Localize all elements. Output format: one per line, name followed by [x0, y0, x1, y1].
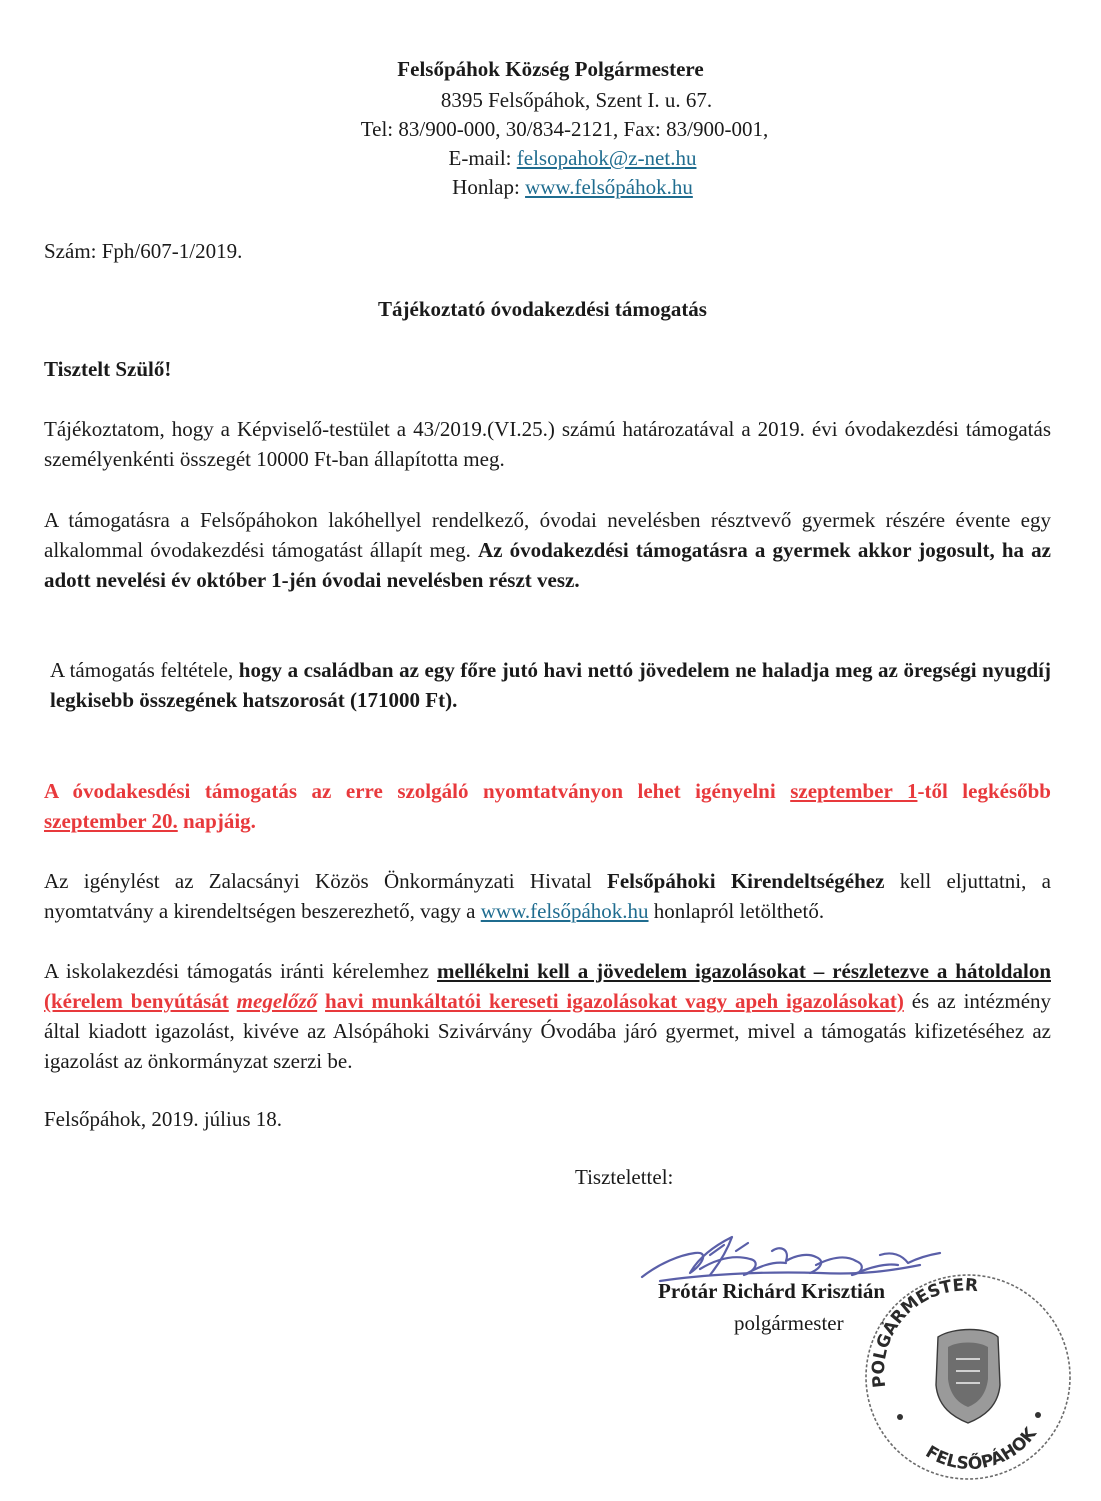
letterhead-email [22, 146, 1101, 171]
reference-number: Szám: Fph/607-1/2019. [44, 239, 243, 263]
paragraph-deadline [44, 776, 1051, 836]
submission-text-c: honlapról letölthető. [653, 899, 825, 923]
letterhead-address: 8395 Felsőpáhok, Szent I. u. 67. [440, 88, 713, 112]
official-stamp [858, 1267, 1078, 1487]
stamp-dot-icon [1035, 1412, 1041, 1418]
income-lead: A támogatás feltétele, [50, 658, 234, 682]
signer-name: Prótár Richárd Krisztián [658, 1279, 886, 1303]
deadline-start-date: szeptember 1 [790, 779, 918, 803]
income-condition: hogy a családban az egy főre jutó havi nettó jövedelem ne haladja meg az öregségi nyugdíj legkisebb összegének hatszorosát (171000 Ft). [50, 658, 1051, 712]
submission-website-link[interactable]: www.felsőpáhok.hu [480, 899, 649, 923]
submission-text-b: kell eljuttatni, a nyomtatvány a kirendeltségen beszerezhető, vagy a [44, 869, 1052, 923]
subject-heading: Tájékoztató óvodakezdési támogatás [378, 297, 707, 321]
paragraph-eligibility [44, 505, 1051, 595]
letterhead-title: Felsőpáhok Község Polgármestere [397, 57, 704, 81]
paragraph-amount: Tájékoztatom, hogy a Képviselő-testület a 43/2019.(VI.25.) számú határozatával a 2019. évi óvodakezdési támogatás személyenkénti összegét 10000 Ft-ban állapította meg. [44, 417, 1051, 471]
attachments-red-2: havi munkáltatói kereseti igazolásokat vagy apeh igazolásokat) [325, 989, 904, 1013]
submission-text-a: Az igénylést az Zalacsányi Közös Önkormányzati Hivatal [44, 869, 592, 893]
attachments-required: mellékelni kell a jövedelem igazolásokat – részletezve a hátoldalon [437, 959, 1051, 983]
paragraph-attachments [44, 956, 1051, 1076]
signer-title: polgármester [734, 1311, 844, 1335]
paragraph-submission [44, 866, 1051, 926]
coat-of-arms-icon [936, 1330, 1000, 1424]
letterhead-web [22, 175, 1101, 200]
deadline-tail: napjáig. [183, 809, 256, 833]
eligibility-condition: Az óvodakezdési támogatásra a gyermek akkor jogosult, ha az adott nevelési év október 1-jén óvodai nevelésben részt vesz. [44, 538, 1051, 592]
email-link[interactable]: felsopahok@z-net.hu [516, 146, 697, 170]
stamp-bottom-text: FELSŐPÁHOK [922, 1424, 1041, 1475]
salutation: Tisztelt Szülő! [44, 357, 172, 381]
attachments-text-a: A iskolakezdési támogatás iránti kérelemhez [44, 959, 430, 983]
paragraph-income-limit [50, 655, 1051, 715]
eligibility-text: A támogatásra a Felsőpáhokon lakóhellyel rendelkező, óvodai nevelésben résztvevő gyermek részére évente egy alkalommal óvodakezdési támogatást állapít meg. [44, 508, 1051, 562]
attachments-red-italic: megelőző [236, 989, 318, 1013]
web-link[interactable]: www.felsőpáhok.hu [525, 175, 693, 199]
stamp-dot-icon [897, 1414, 903, 1420]
signature-block [640, 1225, 1060, 1495]
submission-office: Felsőpáhoki Kirendeltségéhez [607, 869, 885, 893]
email-label: E-mail: [448, 146, 512, 170]
web-label: Honlap: [452, 175, 520, 199]
deadline-end-date: szeptember 20. [44, 809, 178, 833]
stamp-top-text: POLGÁRMESTER [868, 1275, 979, 1389]
closing: Tisztelettel: [575, 1165, 674, 1189]
deadline-mid: -től legkésőbb [917, 779, 1051, 803]
place-date: Felsőpáhok, 2019. július 18. [44, 1107, 283, 1131]
letterhead-phone: Tel: 83/900-000, 30/834-2121, Fax: 83/900-001, [360, 117, 769, 141]
attachments-red-1: (kérelem benyútását [44, 989, 229, 1013]
deadline-lead: A óvodakesdési támogatás az erre szolgáló nyomtatványon lehet igényelni [44, 779, 776, 803]
attachments-text-b: és az intézmény által kiadott igazolást, kivéve az Alsópáhoki Szivárvány Óvodába járó gyermet, mivel a támogatás kifizetéséhez az igazolást az önkormányzat szerzi be. [44, 989, 1052, 1073]
